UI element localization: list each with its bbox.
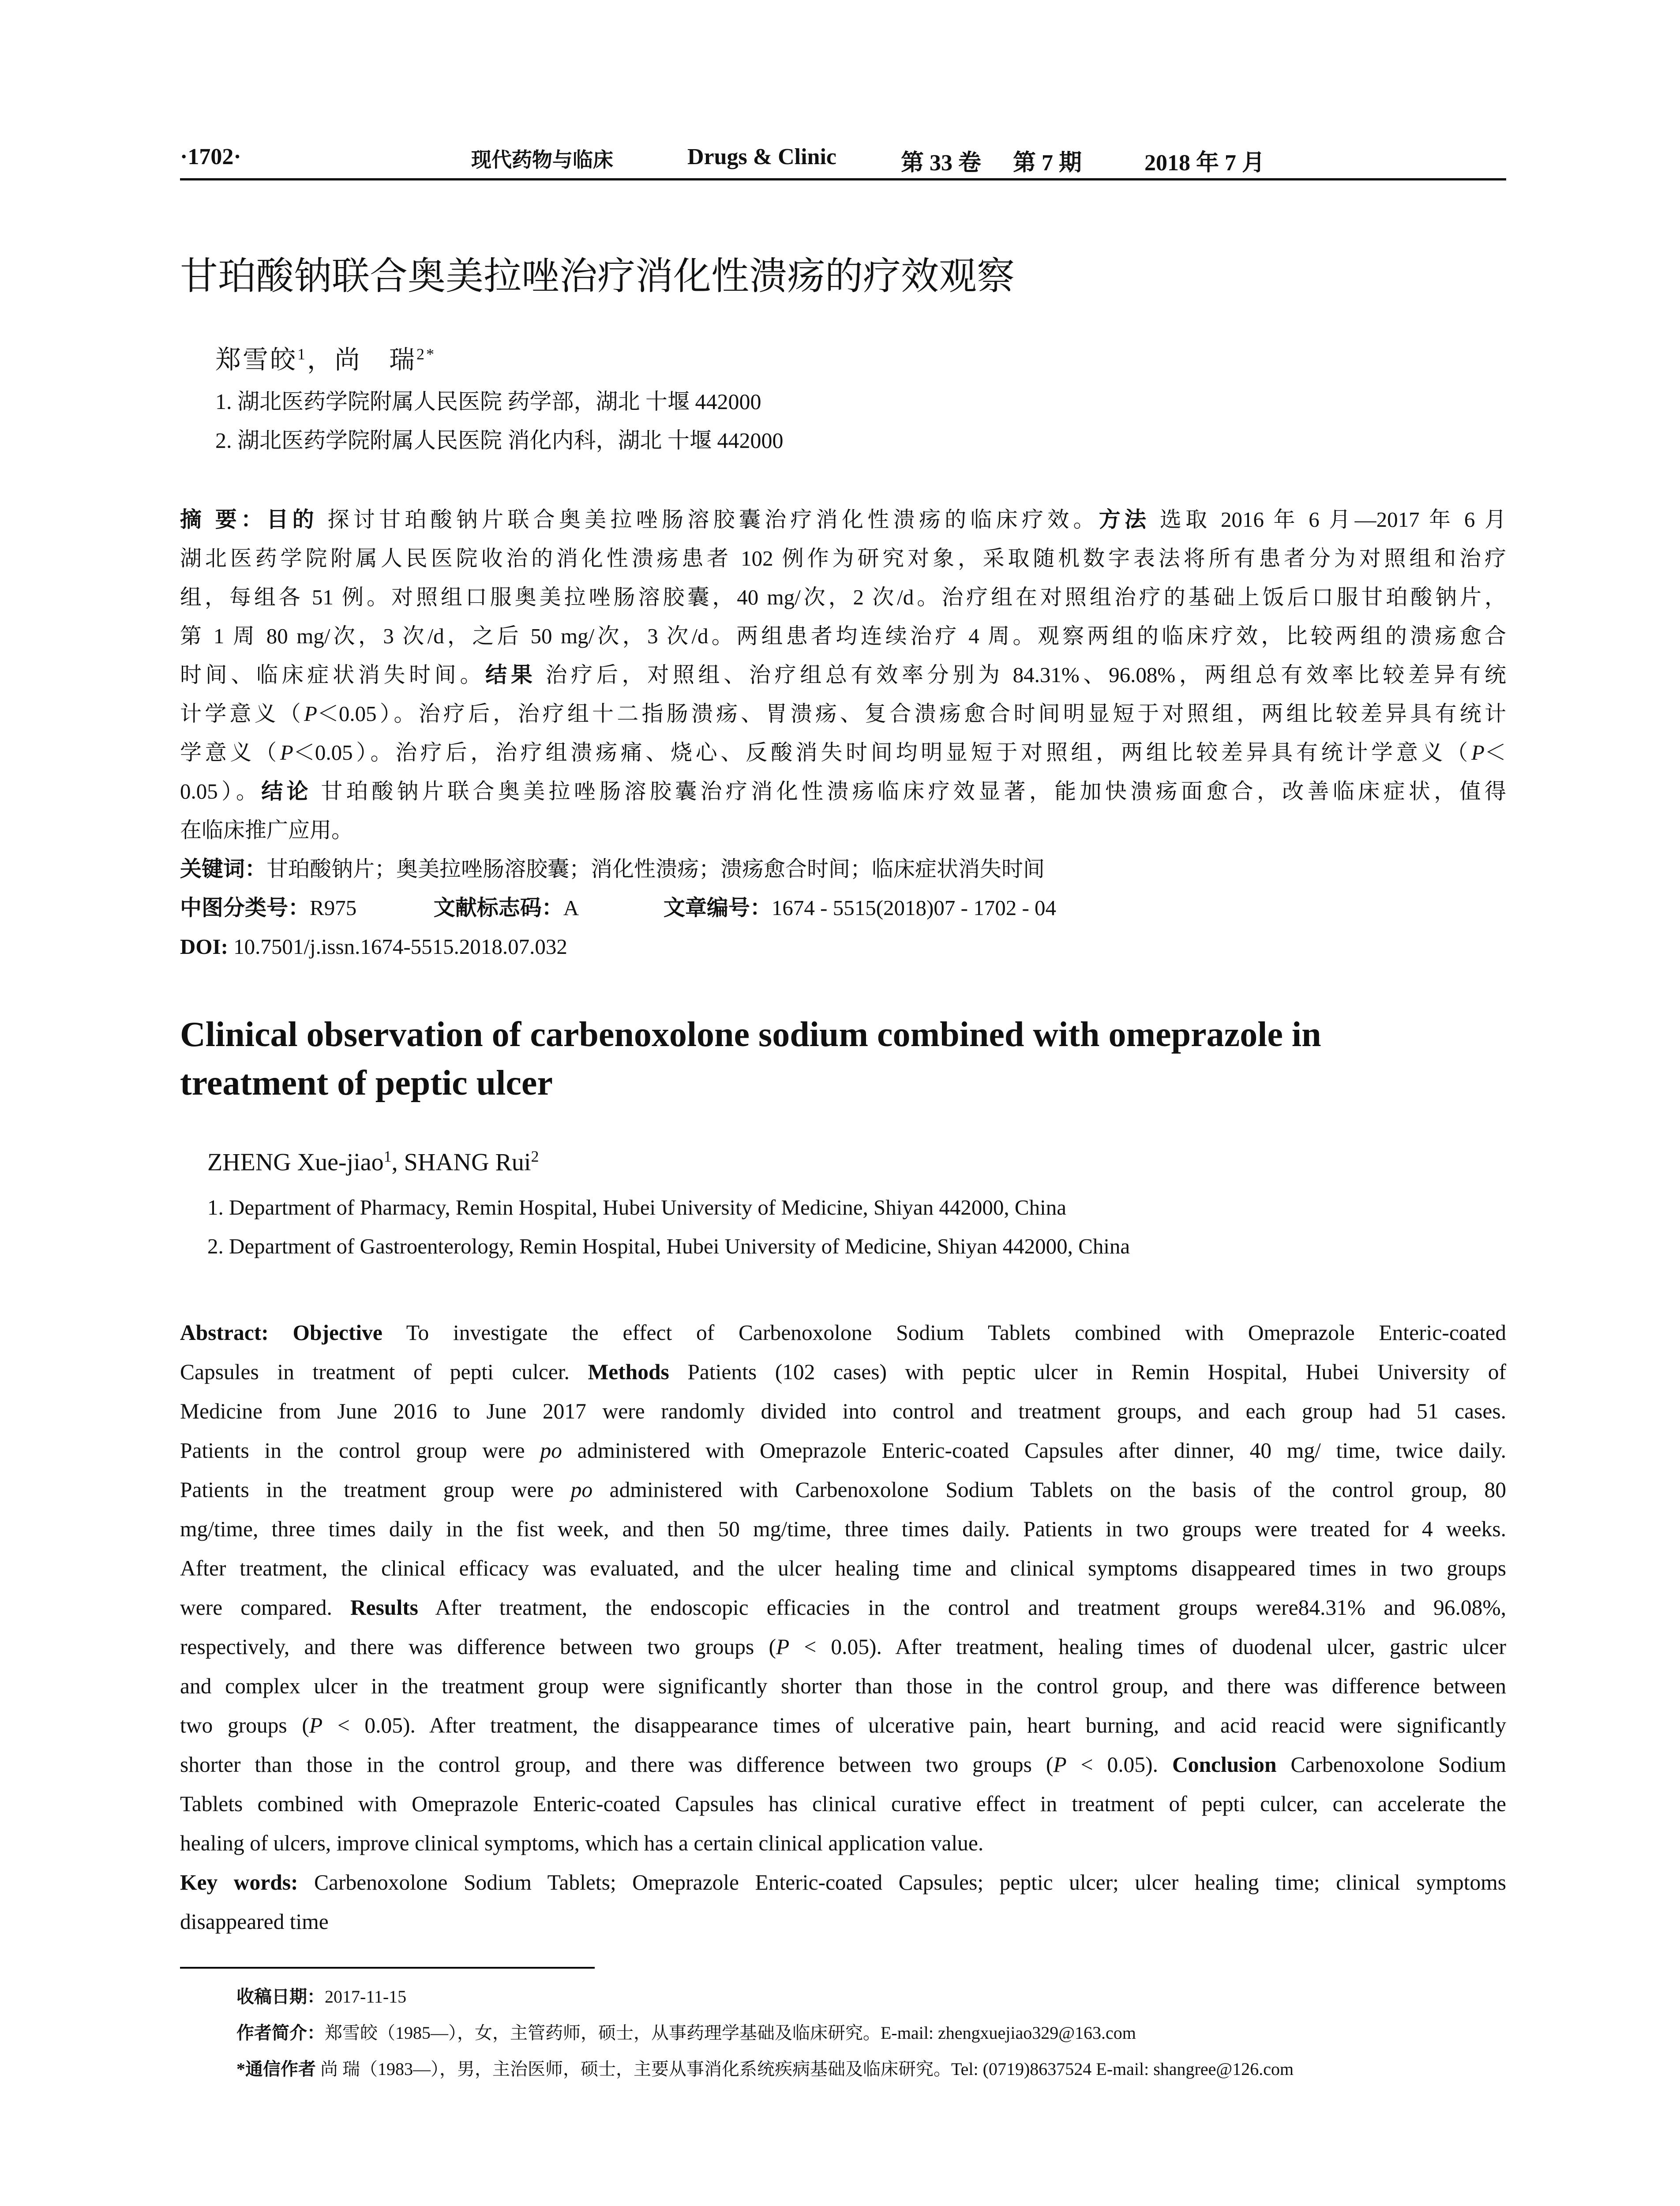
footnote-corresponding <box>236 2055 1294 2080</box>
footnote-author-bio <box>236 2019 1136 2044</box>
author-separator: , <box>391 1148 404 1176</box>
abstract-cn-text: 探讨甘珀酸钠片联合奥美拉唑肠溶胶囊治疗消化性溃疡的临床疗效。 <box>318 507 1099 532</box>
corresponding-label: *通信作者 <box>236 2059 316 2079</box>
abstract-english <box>180 1313 1506 1863</box>
abstract-cn-text: 学意义（ <box>180 740 280 765</box>
abstract-en-line <box>180 1588 1506 1627</box>
authors-english <box>207 1147 539 1177</box>
issue: 第 7 期 <box>1013 150 1082 176</box>
abstract-en-line: mg/time, three times daily in the fist week, and then 50 mg/time, three times daily. Patients in two groups were treated for 4 weeks. <box>180 1517 1506 1541</box>
abstract-en-text: shorter than those in the control group, and there was difference between two groups ( <box>180 1752 1054 1777</box>
doi-row <box>180 927 1506 966</box>
journal-name-cn: 现代药物与临床 <box>471 148 613 172</box>
po-term: po <box>570 1478 593 1502</box>
methods-label-en: Methods <box>588 1360 669 1384</box>
author-separator: ， <box>307 345 335 374</box>
abstract-cn-line <box>180 772 1506 811</box>
abstract-en-line <box>180 1431 1506 1470</box>
results-label-en: Results <box>350 1595 418 1620</box>
keywords-chinese <box>180 850 1506 889</box>
received-label: 收稿日期： <box>236 1987 325 2007</box>
abstract-en-text: Patients (102 cases) with peptic ulcer in Remin Hospital, Hubei University of <box>669 1360 1506 1384</box>
abstract-en-label: Abstract: Objective <box>180 1321 382 1345</box>
abstract-cn-text: ＜ <box>1484 740 1506 765</box>
document-code-label: 文献标志码： <box>433 896 563 920</box>
keywords-en-line <box>180 1863 1506 1902</box>
footnote-rule <box>180 1967 595 1969</box>
title-english <box>180 1010 1506 1107</box>
article-number-label: 文章编号： <box>663 896 772 920</box>
abstract-cn-line: 在临床推广应用。 <box>180 818 353 842</box>
abstract-cn-line: 组，每组各 51 例。对照组口服奥美拉唑肠溶胶囊，40 mg/次，2 次/d。治疗组在对照组治疗的基础上饭后口服甘珀酸钠片， <box>180 585 1506 609</box>
abstract-en-line: Tablets combined with Omeprazole Enteric-coated Capsules has clinical curative effect in treatment of pepti culcer, can accelerate the <box>180 1792 1506 1816</box>
abstract-cn-line <box>180 733 1506 772</box>
author-bio-label: 作者简介： <box>236 2023 325 2043</box>
doi-label: DOI: <box>180 934 228 959</box>
abstract-en-text: Patients in the control group were <box>180 1438 540 1463</box>
methods-label-cn: 方法 <box>1099 507 1151 532</box>
received-date: 2017-11-15 <box>325 1987 407 2007</box>
page-number: ·1702· <box>180 144 241 169</box>
abstract-en-text: < 0.05). After treatment, the disappearance times of ulcerative pain, heart burning, and acid reacid were significantly <box>322 1713 1506 1737</box>
header-rule <box>180 178 1506 180</box>
abstract-en-text: Carbenoxolone Sodium <box>1276 1752 1506 1777</box>
abstract-en-line <box>180 1313 1506 1352</box>
p-value-symbol: P <box>1471 740 1485 765</box>
classification-row <box>180 889 1506 927</box>
abstract-en-line <box>180 1352 1506 1392</box>
abstract-en-line: healing of ulcers, improve clinical symptoms, which has a certain clinical application value. <box>180 1831 984 1855</box>
authors-chinese <box>215 339 436 376</box>
title-en-line: treatment of peptic ulcer <box>180 1064 553 1103</box>
keywords-cn-label: 关键词： <box>180 857 267 881</box>
abstract-en-text: < 0.05). <box>1066 1752 1172 1777</box>
p-value-symbol: P <box>776 1635 790 1659</box>
author-en-1: ZHENG Xue-jiao <box>207 1148 384 1176</box>
volume: 第 33 卷 <box>901 150 982 176</box>
abstract-cn-text: 治疗后，对照组、治疗组总有效率分别为 84.31%、96.08%，两组总有效率比较差异有统 <box>536 663 1506 687</box>
abstract-en-line: and complex ulcer in the treatment group were significantly shorter than those in the control group, and there was difference between <box>180 1674 1506 1698</box>
author-2-affiliation-mark: 2* <box>416 345 436 363</box>
clc-number: R975 <box>310 896 357 920</box>
conclusion-label-en: Conclusion <box>1172 1752 1277 1777</box>
p-value-symbol: P <box>309 1713 323 1737</box>
abstract-en-text: respectively, and there was difference between two groups ( <box>180 1635 776 1659</box>
affiliation-cn-1: 1. 湖北医药学院附属人民医院 药学部，湖北 十堰 442000 <box>215 389 761 414</box>
po-term: po <box>540 1438 562 1463</box>
abstract-en-line <box>180 1706 1506 1745</box>
abstract-cn-text: 甘珀酸钠片联合奥美拉唑肠溶胶囊治疗消化性溃疡临床疗效显著，能加快溃疡面愈合，改善临床症状，值得 <box>311 779 1506 803</box>
footnote-received <box>236 1983 406 2008</box>
abstract-cn-text: 选取 2016 年 6 月—2017 年 6 月 <box>1150 507 1506 532</box>
author-en-2-affiliation-mark: 2 <box>531 1148 539 1165</box>
abstract-en-text: were compared. <box>180 1595 350 1620</box>
author-1-affiliation-mark: 1 <box>297 345 308 363</box>
abstract-en-text: < 0.05). After treatment, healing times of duodenal ulcer, gastric ulcer <box>789 1635 1506 1659</box>
author-2: 尚 瑞 <box>334 345 417 374</box>
keywords-english <box>180 1863 1506 1941</box>
title-chinese: 甘珀酸钠联合奥美拉唑治疗消化性溃疡的疗效观察 <box>180 254 1015 298</box>
classification-line <box>180 889 1506 927</box>
affiliation-en-2: 2. Department of Gastroenterology, Remin Hospital, Hubei University of Medicine, Shiyan 442000, China <box>207 1234 1130 1258</box>
author-en-1-affiliation-mark: 1 <box>383 1148 392 1165</box>
p-value-symbol: P <box>304 702 317 726</box>
running-header <box>180 140 1506 181</box>
issue-date: 2018 年 7 月 <box>1144 150 1265 176</box>
abstract-cn-line <box>180 694 1506 733</box>
p-value-symbol: P <box>1053 1752 1067 1777</box>
abstract-cn-text: ＜0.05）。治疗后，治疗组溃疡痛、烧心、反酸消失时间均明显短于对照组，两组比较差异具有统计学意义（ <box>293 740 1472 765</box>
document-code: A <box>563 896 578 920</box>
abstract-en-text: two groups ( <box>180 1713 309 1737</box>
corresponding-author: 尚 瑞（1983—），男，主治医师，硕士，主要从事消化系统疾病基础及临床研究。Tel: (0719)8637524 E-mail: shangree@126.com <box>316 2059 1294 2079</box>
affiliation-cn-2: 2. 湖北医药学院附属人民医院 消化内科，湖北 十堰 442000 <box>215 428 784 453</box>
author-1: 郑雪皎 <box>215 345 298 374</box>
conclusion-label-cn: 结论 <box>261 779 312 803</box>
abstract-en-line <box>180 1745 1506 1784</box>
clc-label: 中图分类号： <box>180 896 310 920</box>
keywords-cn-line <box>180 850 1506 889</box>
abstract-cn-text: 计学意义（ <box>180 702 304 726</box>
abstract-cn-line <box>180 656 1506 694</box>
abstract-chinese <box>180 500 1506 850</box>
abstract-en-line <box>180 1470 1506 1509</box>
abstract-en-line <box>180 1627 1506 1666</box>
keywords-cn-text: 甘珀酸钠片；奥美拉唑肠溶胶囊；消化性溃疡；溃疡愈合时间；临床症状消失时间 <box>266 857 1045 881</box>
results-label-cn: 结果 <box>485 663 536 687</box>
abstract-cn-line: 第 1 周 80 mg/次，3 次/d，之后 50 mg/次，3 次/d。两组患者均连续治疗 4 周。观察两组的临床疗效，比较两组的溃疡愈合 <box>180 624 1506 648</box>
affiliation-en-1: 1. Department of Pharmacy, Remin Hospital, Hubei University of Medicine, Shiyan 442000, China <box>207 1195 1066 1219</box>
abstract-en-line: After treatment, the clinical efficacy was evaluated, and the ulcer healing time and clinical symptoms disappeared times in two groups <box>180 1556 1506 1580</box>
keywords-en-label: Key words: <box>180 1870 298 1895</box>
abstract-cn-text: 时间、临床症状消失时间。 <box>180 663 486 687</box>
keywords-en-line: disappeared time <box>180 1910 329 1934</box>
title-en-line: Clinical observation of carbenoxolone sodium combined with omeprazole in <box>180 1015 1321 1054</box>
article-number: 1674 - 5515(2018)07 - 1702 - 04 <box>771 896 1057 920</box>
abstract-en-text: administered with Omeprazole Enteric-coated Capsules after dinner, 40 mg/ time, twice daily. <box>562 1438 1506 1463</box>
author-bio: 郑雪皎（1985—），女，主管药师，硕士，从事药理学基础及临床研究。E-mail: zhengxuejiao329@163.com <box>325 2023 1136 2043</box>
abstract-en-line: Medicine from June 2016 to June 2017 were randomly divided into control and treatment groups, and each group had 51 cases. <box>180 1399 1506 1423</box>
abstract-cn-text: ＜0.05）。治疗后，治疗组十二指肠溃疡、胃溃疡、复合溃疡愈合时间明显短于对照组，两组比较差异具有统计 <box>317 702 1506 726</box>
abstract-cn-text: 0.05）。 <box>180 779 262 803</box>
abstract-en-text: After treatment, the endoscopic efficacies in the control and treatment groups were84.31% and 96.08%, <box>418 1595 1506 1620</box>
abstract-en-text: To investigate the effect of Carbenoxolone Sodium Tablets combined with Omeprazole Enteric-coated <box>382 1321 1506 1345</box>
abstract-cn-line: 湖北医药学院附属人民医院收治的消化性溃疡患者 102 例作为研究对象，采取随机数字表法将所有患者分为对照组和治疗 <box>180 546 1506 570</box>
abstract-en-text: administered with Carbenoxolone Sodium Tablets on the basis of the control group, 80 <box>592 1478 1506 1502</box>
doi-value: 10.7501/j.issn.1674-5515.2018.07.032 <box>228 934 567 959</box>
abstract-en-text: Patients in the treatment group were <box>180 1478 571 1502</box>
abstract-cn-label: 摘 要：目的 <box>180 507 318 532</box>
doi-line <box>180 927 1506 966</box>
keywords-en-text: Carbenoxolone Sodium Tablets; Omeprazole Enteric-coated Capsules; peptic ulcer; ulcer healing time; clinical symptoms <box>298 1870 1506 1895</box>
abstract-cn-line <box>180 500 1506 539</box>
p-value-symbol: P <box>280 740 293 765</box>
author-en-2: SHANG Rui <box>404 1148 531 1176</box>
abstract-en-text: Capsules in treatment of pepti culcer. <box>180 1360 588 1384</box>
journal-name-en: Drugs & Clinic <box>687 144 836 169</box>
